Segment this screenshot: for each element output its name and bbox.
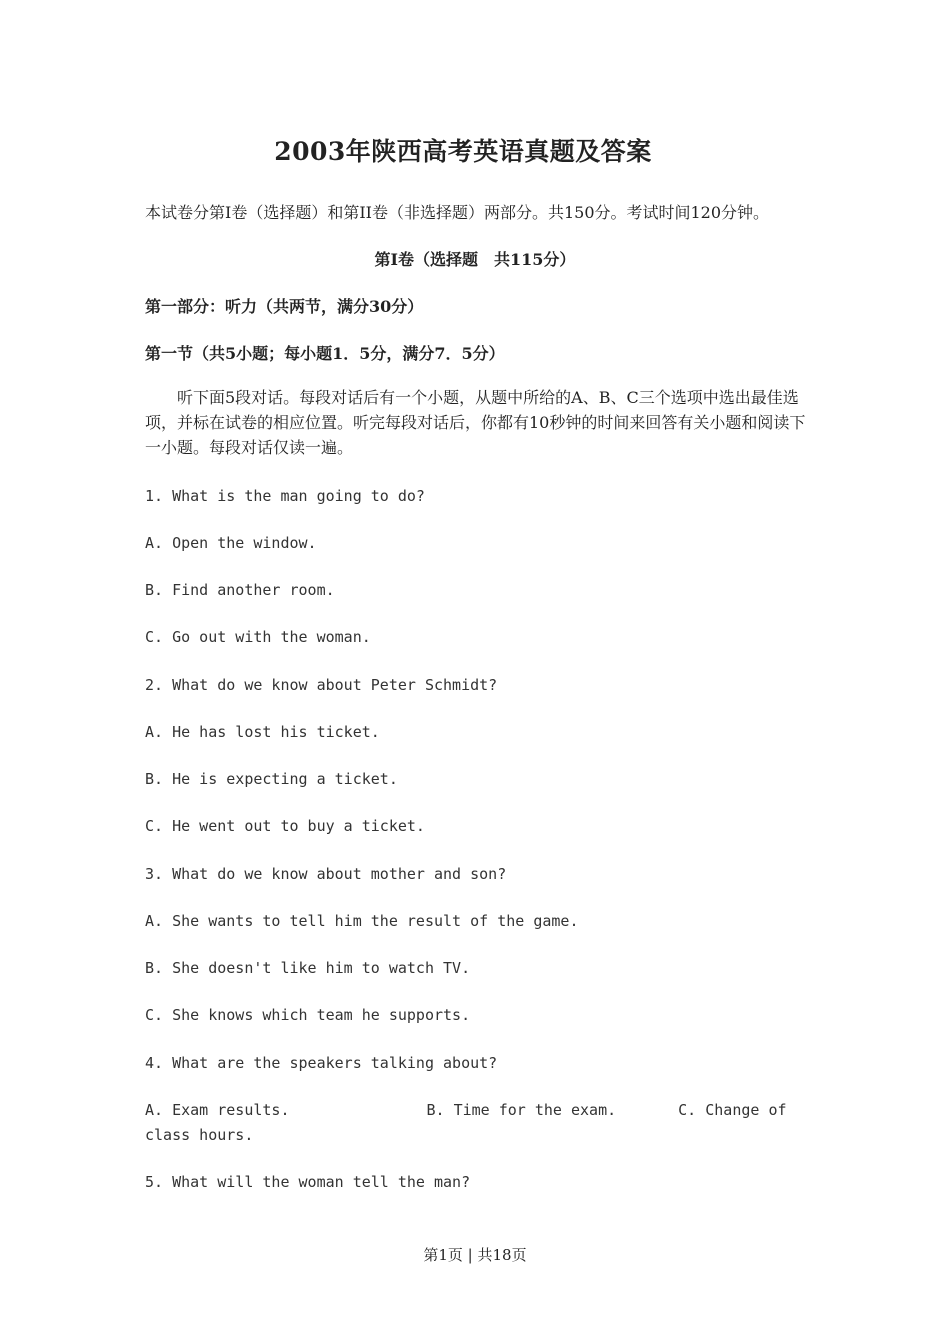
question-1: 1. What is the man going to do? — [145, 487, 425, 505]
instructions-text: 听下面5段对话。每段对话后有一个小题，从题中所给的A、B、C三个选项中选出最佳选项，并标在试卷的相应位置。听完每段对话后，你都有10秒钟的时间来回答有关小题和阅读下一小题。每段对话仅读一遍。 — [145, 388, 806, 457]
listening-instructions — [145, 385, 810, 460]
question-1-option-c: C. Go out with the woman. — [145, 628, 371, 646]
question-4-option-a: A. Exam results. — [145, 1101, 290, 1119]
volume-heading: 第Ⅰ卷（选择题 共115分） — [374, 250, 576, 269]
question-1-option-a: A. Open the window. — [145, 534, 317, 552]
document-title: 2003年陕西高考英语真题及答案 — [274, 137, 652, 166]
section-heading: 第一节（共5小题；每小题1．5分，满分7．5分） — [145, 344, 505, 363]
question-5: 5. What will the woman tell the man? — [145, 1173, 471, 1191]
question-2-option-a: A. He has lost his ticket. — [145, 723, 380, 741]
question-2-option-c: C. He went out to buy a ticket. — [145, 817, 425, 835]
question-1-option-b: B. Find another room. — [145, 581, 335, 599]
page-footer: 第1页 | 共18页 — [423, 1246, 527, 1264]
question-3-option-c: C. She knows which team he supports. — [145, 1006, 471, 1024]
part-heading: 第一部分：听力（共两节，满分30分） — [145, 297, 424, 316]
question-2: 2. What do we know about Peter Schmidt? — [145, 676, 498, 694]
question-4-option-c: C. Change of class hours. — [145, 1101, 787, 1144]
question-4-options — [145, 1098, 810, 1148]
question-4-option-b: B. Time for the exam. — [426, 1101, 617, 1119]
question-3: 3. What do we know about mother and son? — [145, 865, 507, 883]
question-4: 4. What are the speakers talking about? — [145, 1054, 498, 1072]
question-3-option-a: A. She wants to tell him the result of the game. — [145, 912, 579, 930]
question-3-option-b: B. She doesn't like him to watch TV. — [145, 959, 471, 977]
question-2-option-b: B. He is expecting a ticket. — [145, 770, 398, 788]
exam-intro: 本试卷分第Ⅰ卷（选择题）和第II卷（非选择题）两部分。共150分。考试时间120分钟。 — [145, 203, 770, 222]
